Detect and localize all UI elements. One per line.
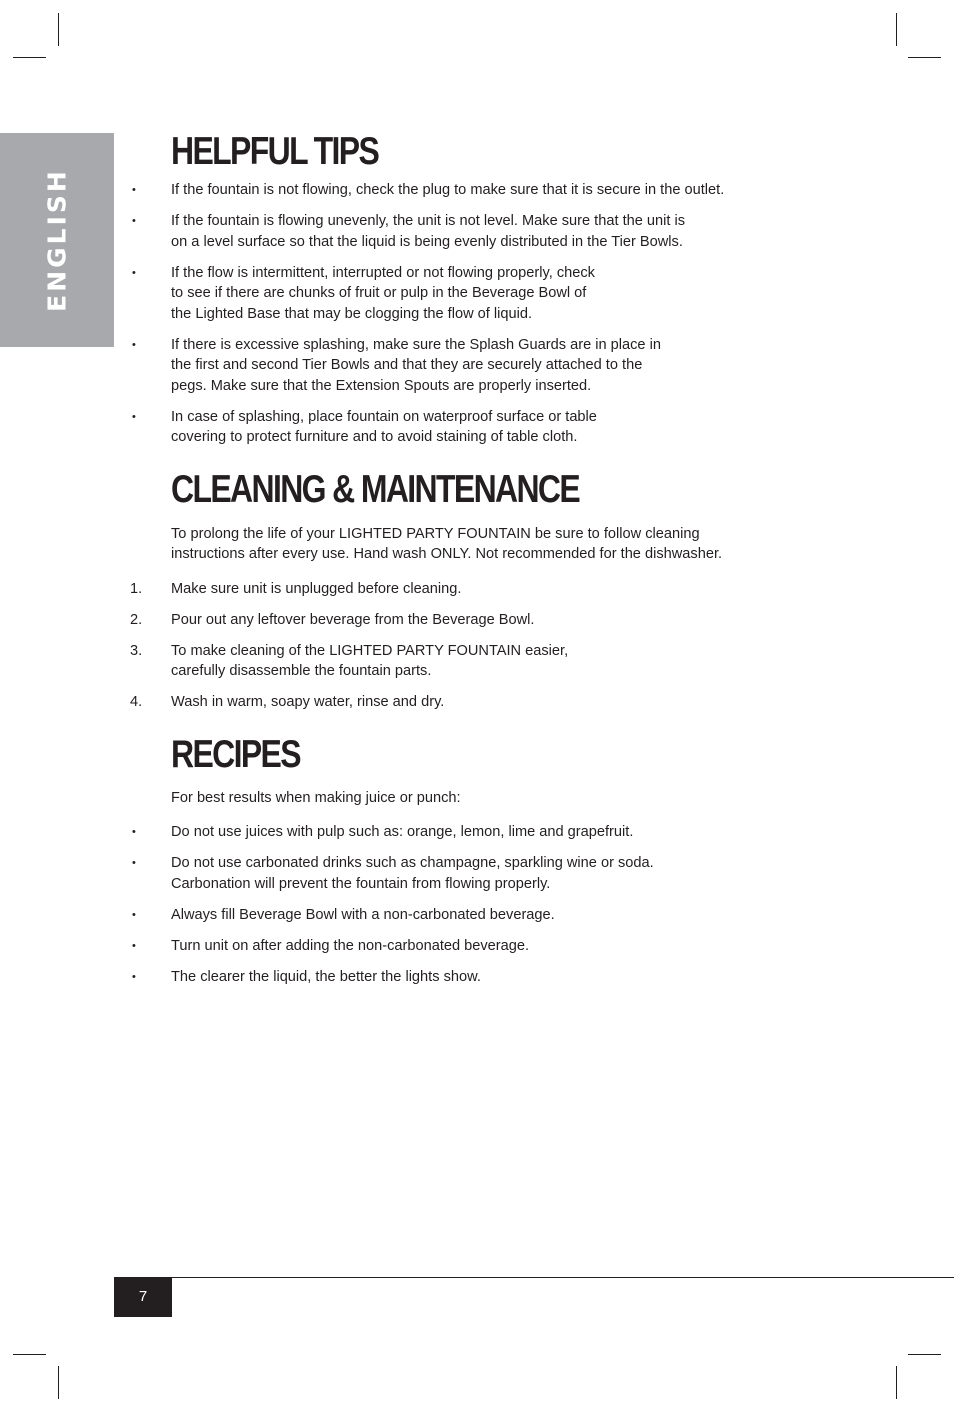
text-line: In case of splashing, place fountain on waterproof surface or table (171, 408, 597, 425)
list-item-text (171, 643, 568, 680)
text-line: Always fill Beverage Bowl with a non-carbonated beverage. (171, 906, 555, 923)
text-line: the first and second Tier Bowls and that they are securely attached to the (171, 357, 643, 373)
crop-mark (896, 1366, 897, 1399)
cleaning-intro (171, 524, 830, 565)
list-item-text (171, 337, 661, 394)
page-number: 7 (114, 1277, 172, 1317)
text-line: to see if there are chunks of fruit or pulp in the Beverage Bowl of (171, 285, 587, 301)
text-line: The clearer the liquid, the better the lights show. (171, 968, 481, 985)
recipe-item (130, 967, 830, 988)
text-line: on a level surface so that the liquid is being evenly distributed in the Tier Bowls. (171, 233, 683, 250)
recipes-heading: RECIPES (171, 732, 300, 776)
crop-mark (896, 13, 897, 46)
cleaning-step (130, 610, 830, 631)
crop-mark (908, 1354, 941, 1355)
bullet-mark: • (132, 215, 136, 227)
bullet-mark: • (132, 857, 136, 869)
text-line: If the fountain is flowing unevenly, the unit is not level. Make sure that the unit is (171, 213, 686, 229)
text-line: If the flow is intermittent, interrupted or not flowing properly, check (171, 264, 595, 281)
list-item-text (171, 694, 444, 710)
list-item-text (171, 907, 555, 923)
step-number: 1. (130, 580, 143, 597)
text-line: Do not use carbonated drinks such as champagne, sparkling wine or soda. (171, 855, 654, 871)
bullet-mark: • (132, 410, 136, 423)
list-item-text (171, 938, 529, 954)
bullet-mark: • (132, 970, 136, 983)
recipe-item (130, 936, 830, 957)
text-line: instructions after every use. Hand wash ONLY. Not recommended for the dishwasher. (171, 546, 723, 562)
bullet-mark: • (132, 184, 136, 196)
step-number: 2. (130, 611, 143, 628)
cleaning-heading: CLEANING & MAINTENANCE (171, 467, 580, 511)
crop-mark (908, 57, 941, 58)
bullet-mark: • (132, 266, 136, 279)
text-line: Pour out any leftover beverage from the Beverage Bowl. (171, 611, 535, 628)
text-line: Make sure unit is unplugged before cleaning. (171, 580, 462, 597)
crop-mark (58, 1366, 59, 1399)
bullet-mark: • (132, 939, 136, 952)
list-item-text (171, 824, 633, 840)
crop-mark (13, 57, 46, 58)
helpful-tips-list (130, 180, 830, 448)
text-line: covering to protect furniture and to avoid staining of table cloth. (171, 429, 578, 445)
tip-item (130, 263, 830, 325)
cleaning-steps-list (130, 579, 830, 713)
helpful-tips-heading: HELPFUL TIPS (171, 130, 379, 173)
step-number: 3. (130, 642, 143, 659)
tip-item (130, 180, 830, 201)
text-line: If the fountain is not flowing, check the plug to make sure that it is secure in the outlet. (171, 182, 725, 198)
step-number: 4. (130, 694, 143, 710)
list-item-text (171, 265, 595, 322)
recipes-intro: For best results when making juice or punch: (171, 789, 461, 806)
crop-mark (13, 1354, 46, 1355)
cleaning-step (130, 641, 830, 682)
footer-rule (114, 1277, 954, 1278)
recipe-item (130, 822, 830, 843)
list-item-text (171, 182, 724, 198)
recipe-item (130, 853, 830, 894)
page-content (130, 128, 830, 998)
crop-mark (58, 13, 59, 46)
tip-item (130, 211, 830, 252)
language-tab-label: ENGLISH (42, 168, 72, 312)
text-line: pegs. Make sure that the Extension Spouts are properly inserted. (171, 377, 592, 394)
list-item-text (171, 855, 654, 892)
tip-item (130, 335, 830, 397)
recipes-list (130, 822, 830, 987)
text-line: To make cleaning of the LIGHTED PARTY FOUNTAIN easier, (171, 642, 569, 659)
text-line: Turn unit on after adding the non-carbonated beverage. (171, 937, 530, 954)
text-line: Do not use juices with pulp such as: orange, lemon, lime and grapefruit. (171, 824, 634, 840)
text-line: If there is excessive splashing, make sure the Splash Guards are in place in (171, 336, 661, 353)
text-line: Carbonation will prevent the fountain from flowing properly. (171, 875, 551, 892)
text-line: Wash in warm, soapy water, rinse and dry. (171, 694, 445, 710)
list-item-text (171, 969, 481, 985)
list-item-text (171, 612, 534, 628)
cleaning-step (130, 692, 830, 713)
list-item-text (171, 581, 461, 597)
bullet-mark: • (132, 826, 136, 838)
list-item-text (171, 213, 685, 250)
bullet-mark: • (132, 338, 136, 351)
list-item-text (171, 409, 597, 446)
language-tab (0, 133, 114, 347)
cleaning-step (130, 579, 830, 600)
text-line: carefully disassemble the fountain parts. (171, 663, 432, 679)
tip-item (130, 407, 830, 448)
text-line: the Lighted Base that may be clogging the flow of liquid. (171, 305, 533, 322)
bullet-mark: • (132, 908, 136, 921)
text-line: To prolong the life of your LIGHTED PARTY FOUNTAIN be sure to follow cleaning (171, 525, 700, 542)
recipe-item (130, 905, 830, 926)
